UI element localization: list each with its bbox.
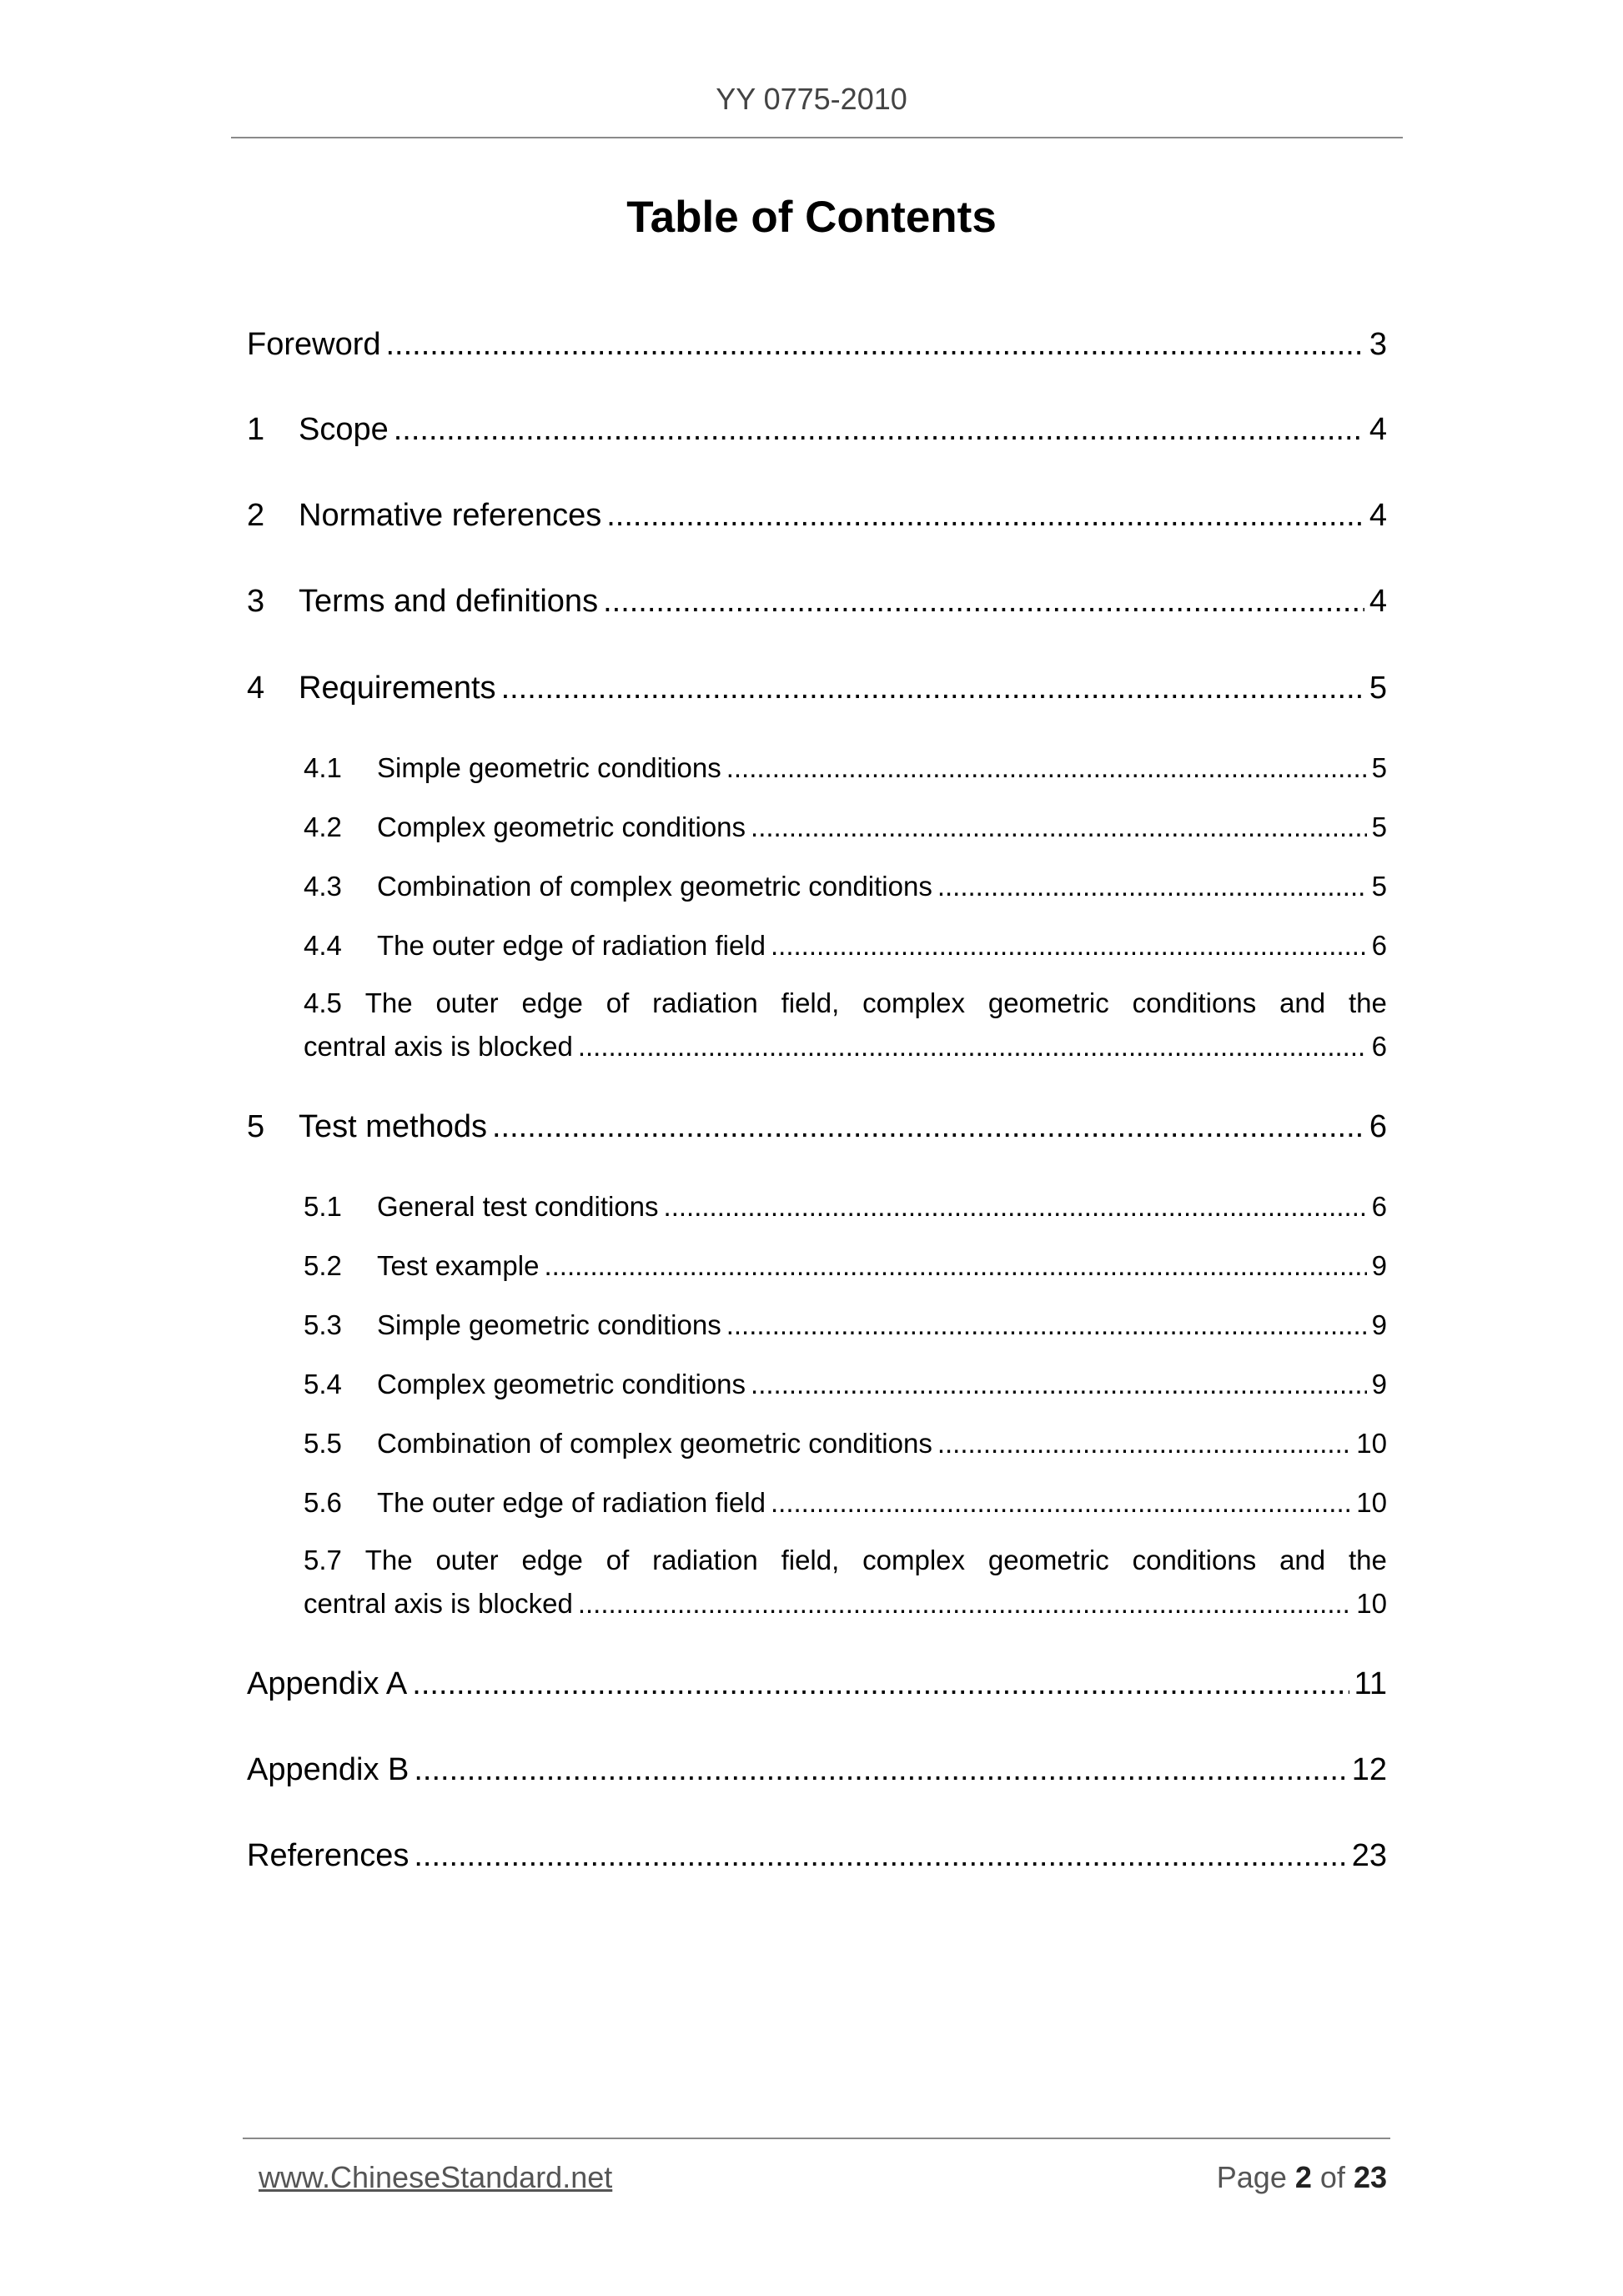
toc-leader-dots	[606, 498, 1364, 534]
toc-leader-dots	[726, 752, 1367, 784]
toc-entry-word: the	[1348, 1545, 1387, 1575]
toc-entry-page: 10	[1356, 1588, 1387, 1619]
toc-entry-page: 4	[1369, 412, 1387, 447]
toc-entry-word: radiation	[652, 1545, 758, 1575]
toc-entry-number: 5.3	[304, 1309, 342, 1340]
toc-entry-4-2[interactable]	[304, 811, 1387, 848]
toc-entry-number: 3	[247, 584, 265, 619]
toc-entry-scope[interactable]	[247, 412, 1387, 454]
toc-entry-number: 4.5	[304, 987, 342, 1018]
toc-entry-word: edge	[521, 987, 583, 1018]
toc-entry-label: Combination of complex geometric conditions	[377, 871, 932, 902]
toc-entry-number: 4.2	[304, 811, 342, 842]
toc-entry-word: field,	[781, 987, 840, 1018]
toc-entry-label: central axis is blocked	[304, 1588, 573, 1619]
toc-entry-number: 5.5	[304, 1428, 342, 1459]
toc-entry-number: 5.7	[304, 1545, 342, 1575]
toc-entry-line	[304, 1031, 1387, 1068]
toc-entry-page: 5	[1371, 811, 1387, 842]
toc-entry-word: The	[364, 987, 413, 1018]
toc-leader-dots	[394, 412, 1364, 448]
toc-entry-page: 10	[1356, 1428, 1387, 1459]
toc-entry-4-4[interactable]	[304, 930, 1387, 967]
toc-entry-page: 12	[1351, 1752, 1387, 1787]
toc-entry-4-5[interactable]	[304, 987, 1387, 1068]
toc-entry-label: Normative references	[299, 498, 602, 533]
footer-divider	[243, 2138, 1390, 2139]
toc-leader-dots	[771, 1487, 1351, 1519]
toc-entry-page: 6	[1369, 1109, 1387, 1144]
toc-entry-label: Test methods	[299, 1109, 487, 1144]
toc-entry-number: 5.6	[304, 1487, 342, 1518]
toc-entry-word: the	[1348, 987, 1387, 1018]
toc-leader-dots	[578, 1588, 1351, 1620]
toc-entry-number: 5	[247, 1109, 265, 1144]
toc-entry-label: central axis is blocked	[304, 1031, 573, 1062]
page-of-word: of	[1319, 2160, 1345, 2194]
toc-leader-dots	[386, 327, 1364, 363]
toc-entry-word: field,	[781, 1545, 840, 1575]
toc-leader-dots	[414, 1838, 1346, 1874]
toc-leader-dots	[726, 1309, 1367, 1341]
toc-entry-page: 3	[1369, 327, 1387, 362]
toc-leader-dots	[603, 584, 1364, 620]
toc-entry-number: 5.4	[304, 1369, 342, 1399]
toc-entry-label: The outer edge of radiation field	[377, 930, 766, 961]
toc-entry-word: of	[605, 1545, 630, 1575]
toc-entry-word: radiation	[652, 987, 758, 1018]
toc-entry-word: complex	[862, 987, 966, 1018]
toc-leader-dots	[412, 1666, 1349, 1702]
toc-leader-dots	[664, 1191, 1367, 1223]
toc-entry-page: 9	[1371, 1250, 1387, 1281]
toc-entry-page: 6	[1371, 930, 1387, 961]
toc-entry-number: 4.1	[304, 752, 342, 783]
toc-leader-dots	[751, 1369, 1367, 1400]
page-total: 23	[1353, 2160, 1387, 2194]
toc-entry-page: 9	[1371, 1309, 1387, 1340]
toc-entry-references[interactable]	[247, 1838, 1387, 1880]
toc-entry-word: complex	[862, 1545, 966, 1575]
page-word: Page	[1216, 2160, 1287, 2194]
toc-entry-label: References	[247, 1838, 410, 1873]
toc-entry-5-3[interactable]	[304, 1309, 1387, 1346]
toc-entry-label: General test conditions	[377, 1191, 659, 1222]
toc-entry-foreword[interactable]	[247, 327, 1387, 369]
toc-entry-number: 4.4	[304, 930, 342, 961]
toc-entry-word: edge	[521, 1545, 583, 1575]
toc-entry-page: 4	[1369, 584, 1387, 619]
toc-entry-5-2[interactable]	[304, 1250, 1387, 1287]
toc-entry-page: 9	[1371, 1369, 1387, 1399]
toc-entry-word: conditions	[1132, 987, 1257, 1018]
toc-entry-word: and	[1279, 987, 1326, 1018]
toc-entry-label: Complex geometric conditions	[377, 1369, 746, 1399]
toc-entry-word: geometric	[987, 987, 1109, 1018]
toc-entry-label: Appendix B	[247, 1752, 410, 1787]
toc-entry-number: 1	[247, 412, 265, 447]
toc-leader-dots	[751, 811, 1367, 843]
toc-leader-dots	[937, 871, 1367, 902]
toc-entry-number: 2	[247, 498, 265, 533]
toc-entry-line	[304, 987, 1387, 1029]
toc-leader-dots	[492, 1109, 1364, 1145]
page-title: Table of Contents	[626, 193, 997, 242]
toc-entry-page: 23	[1351, 1838, 1387, 1873]
toc-leader-dots	[771, 930, 1367, 962]
toc-entry-number: 4	[247, 671, 265, 706]
toc-entry-line	[304, 1545, 1387, 1586]
toc-entry-4-3[interactable]	[304, 871, 1387, 907]
toc-entry-test-methods[interactable]	[247, 1109, 1387, 1151]
toc-entry-word: and	[1279, 1545, 1326, 1575]
toc-entry-appendix-b[interactable]	[247, 1752, 1387, 1794]
toc-entry-number: 4.3	[304, 871, 342, 902]
toc-entry-label: Simple geometric conditions	[377, 752, 721, 783]
toc-entry-normative-references[interactable]	[247, 498, 1387, 540]
toc-entry-label: Appendix A	[247, 1666, 408, 1701]
toc-entry-page: 6	[1371, 1031, 1387, 1062]
toc-entry-line	[304, 1588, 1387, 1625]
toc-entry-label: Foreword	[247, 327, 381, 362]
toc-entry-word: of	[605, 987, 630, 1018]
toc-leader-dots	[937, 1428, 1351, 1459]
toc-entry-word: geometric	[987, 1545, 1109, 1575]
toc-entry-requirements[interactable]	[247, 671, 1387, 712]
toc-leader-dots	[501, 671, 1364, 706]
toc-entry-label: Requirements	[299, 671, 496, 706]
footer-website-link[interactable]: www.ChineseStandard.net	[259, 2160, 613, 2194]
toc-entry-page: 10	[1356, 1487, 1387, 1518]
header-standard-code: YY 0775-2010	[716, 82, 907, 116]
toc-entry-5-4[interactable]	[304, 1369, 1387, 1405]
toc-entry-word: outer	[435, 1545, 499, 1575]
toc-entry-word: outer	[435, 987, 499, 1018]
toc-entry-label: Scope	[299, 412, 389, 447]
page-current: 2	[1294, 2160, 1312, 2194]
toc-entry-word: conditions	[1132, 1545, 1257, 1575]
toc-entry-number: 5.2	[304, 1250, 342, 1281]
toc-entry-label: Terms and definitions	[299, 584, 599, 619]
toc-entry-page: 5	[1369, 671, 1387, 706]
toc-leader-dots	[544, 1250, 1366, 1282]
toc-entry-number: 5.1	[304, 1191, 342, 1222]
toc-entry-5-7[interactable]	[304, 1545, 1387, 1625]
toc-entry-terms-definitions[interactable]	[247, 584, 1387, 625]
toc-entry-word: The	[364, 1545, 413, 1575]
toc-entry-label: Combination of complex geometric conditions	[377, 1428, 932, 1459]
toc-entry-page: 11	[1354, 1666, 1387, 1701]
toc-leader-dots	[578, 1031, 1367, 1063]
toc-entry-page: 6	[1371, 1191, 1387, 1222]
toc-leader-dots	[414, 1752, 1346, 1788]
toc-entry-page: 4	[1369, 498, 1387, 533]
toc-entry-label: Test example	[377, 1250, 540, 1281]
toc-entry-label: The outer edge of radiation field	[377, 1487, 766, 1518]
footer-page-indicator	[1217, 2160, 1387, 2195]
toc-entry-5-6[interactable]	[304, 1487, 1387, 1524]
toc-entry-label: Complex geometric conditions	[377, 811, 746, 842]
toc-entry-page: 5	[1371, 752, 1387, 783]
toc-entry-5-1[interactable]	[304, 1191, 1387, 1228]
toc-entry-appendix-a[interactable]	[247, 1666, 1387, 1708]
toc-entry-page: 5	[1371, 871, 1387, 902]
toc-entry-4-1[interactable]	[304, 752, 1387, 789]
toc-entry-5-5[interactable]	[304, 1428, 1387, 1465]
header-divider	[231, 137, 1403, 138]
toc-entry-label: Simple geometric conditions	[377, 1309, 721, 1340]
